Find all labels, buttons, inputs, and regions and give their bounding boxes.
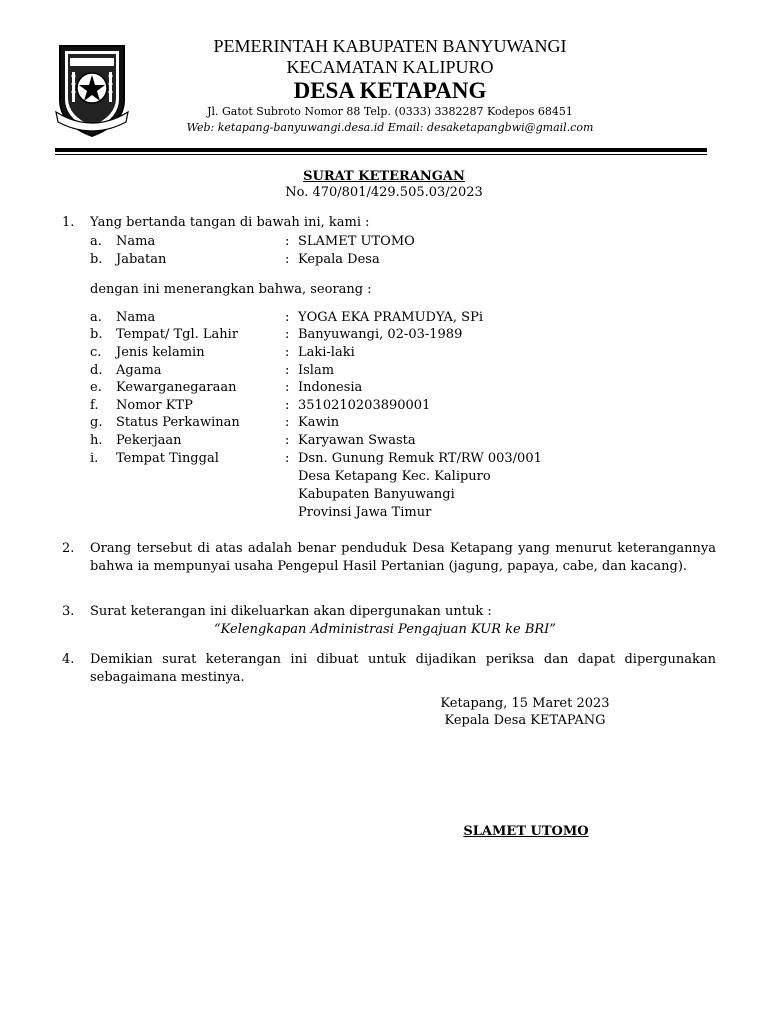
colon: :	[285, 327, 290, 342]
colon: :	[285, 451, 290, 466]
section-2-number: 2.	[62, 541, 75, 556]
signature-name: SLAMET UTOMO	[463, 824, 589, 839]
letterhead-district: KECAMATAN KALIPURO	[286, 57, 494, 77]
subject-label: Kewarganegaraan	[116, 380, 237, 395]
section-2-text: Orang tersebut di atas adalah benar penduduk Desa Ketapang yang menurut keterangannya bahwa ia mempunyai usaha Pengepul Hasil Pertanian (jagung, papaya, cabe, dan kacang).	[90, 541, 716, 574]
address-line: Kabupaten Banyuwangi	[298, 487, 455, 502]
signer-letter: a.	[90, 234, 102, 249]
subject-value: Indonesia	[298, 380, 363, 395]
address-line: Provinsi Jawa Timur	[298, 505, 432, 520]
colon: :	[285, 345, 290, 360]
colon: :	[285, 398, 290, 413]
subject-value: Banyuwangi, 02-03-1989	[298, 327, 463, 342]
letterhead-regency: PEMERINTAH KABUPATEN BANYUWANGI	[213, 36, 567, 56]
document-number: No. 470/801/429.505.03/2023	[285, 185, 483, 200]
village-emblem-logo	[52, 42, 132, 138]
subject-label: Agama	[116, 363, 162, 378]
address-line: Desa Ketapang Kec. Kalipuro	[298, 469, 491, 484]
colon: :	[285, 415, 290, 430]
section-3-text: Surat keterangan ini dikeluarkan akan dipergunakan untuk :	[90, 604, 492, 619]
colon: :	[285, 363, 290, 378]
signer-label-name: Nama	[116, 234, 156, 249]
subject-letter: a.	[90, 310, 102, 325]
subject-label: Nomor KTP	[116, 398, 193, 413]
letterhead-web-email: Web: ketapang-banyuwangi.desa.id Email: desaketapangbwi@gmail.com	[186, 121, 594, 134]
signature-position: Kepala Desa KETAPANG	[444, 713, 606, 728]
subject-label: Nama	[116, 310, 156, 325]
subject-value: Dsn. Gunung Remuk RT/RW 003/001	[298, 451, 542, 466]
letterhead-divider-thin	[55, 154, 707, 155]
subject-label: Status Perkawinan	[116, 415, 240, 430]
section-1-number: 1.	[62, 215, 75, 230]
subject-letter: c.	[90, 345, 102, 360]
subject-letter: b.	[90, 327, 103, 342]
subject-label: Tempat/ Tgl. Lahir	[116, 327, 239, 342]
document-title: SURAT KETERANGAN	[303, 169, 465, 184]
declaration-text: dengan ini menerangkan bahwa, seorang :	[90, 282, 372, 297]
subject-label: Jenis kelamin	[116, 345, 205, 360]
subject-label: Pekerjaan	[116, 433, 182, 448]
purpose-statement: “Kelengkapan Administrasi Pengajuan KUR ke BRI”	[214, 622, 556, 637]
subject-value: Karyawan Swasta	[298, 433, 416, 448]
subject-letter: g.	[90, 415, 103, 430]
signature-place-date: Ketapang, 15 Maret 2023	[440, 696, 610, 711]
letterhead-address: Jl. Gatot Subroto Nomor 88 Telp. (0333) 3382287 Kodepos 68451	[207, 105, 573, 118]
subject-label: Tempat Tinggal	[116, 451, 219, 466]
subject-value: 3510210203890001	[298, 398, 431, 413]
subject-value: Kawin	[298, 415, 340, 430]
signer-position-value: Kepala Desa	[298, 252, 380, 267]
letterhead-divider-thick	[55, 148, 707, 152]
subject-letter: h.	[90, 433, 103, 448]
subject-value: YOGA EKA PRAMUDYA, SPi	[298, 310, 483, 325]
subject-letter: f.	[90, 398, 99, 413]
signer-label-position: Jabatan	[116, 252, 167, 267]
subject-letter: d.	[90, 363, 103, 378]
section-3-number: 3.	[62, 604, 75, 619]
subject-letter: e.	[90, 380, 102, 395]
letterhead-village: DESA KETAPANG	[293, 78, 487, 103]
colon: :	[285, 234, 290, 249]
subject-value: Laki-laki	[298, 345, 355, 360]
section-4-number: 4.	[62, 652, 75, 667]
colon: :	[285, 380, 290, 395]
section-1-intro: Yang bertanda tangan di bawah ini, kami :	[90, 215, 370, 230]
colon: :	[285, 310, 290, 325]
subject-letter: i.	[90, 451, 99, 466]
subject-value: Islam	[298, 363, 335, 378]
signer-letter: b.	[90, 252, 103, 267]
signer-name-value: SLAMET UTOMO	[298, 234, 415, 249]
section-4-text: Demikian surat keterangan ini dibuat untuk dijadikan periksa dan dapat dipergunakan sebagaimana mestinya.	[90, 652, 716, 685]
colon: :	[285, 433, 290, 448]
colon: :	[285, 252, 290, 267]
